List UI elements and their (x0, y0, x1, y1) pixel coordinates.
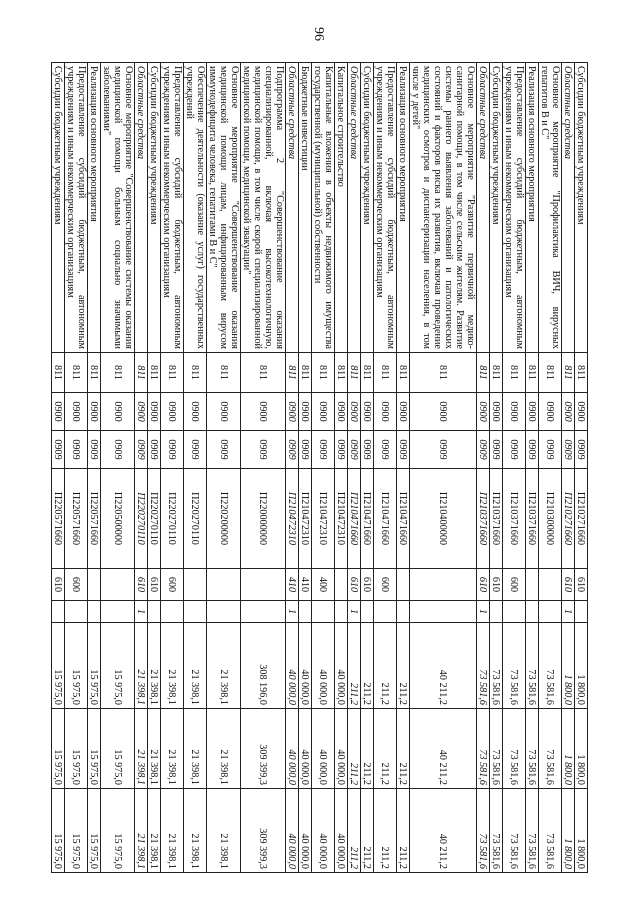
row-name-cell: Предоставление субсидий бюджетным, автономным учреждениям и иным некоммерческим организациям (374, 63, 397, 353)
row-name-cell: Капитальное строительство (335, 63, 348, 353)
row-section-cell: 0900 (374, 393, 397, 431)
row-amount-year3-cell: 21 398,1 (184, 789, 207, 873)
row-expense-type-cell: 600 (161, 569, 184, 601)
row-grbs-cell: 811 (562, 353, 575, 393)
row-amount-year2-cell: 21 398,1 (184, 709, 207, 789)
row-expense-type-cell: 610 (52, 569, 65, 601)
row-name-cell: Областные средства (562, 63, 575, 353)
row-source-code-cell (65, 601, 88, 623)
row-target-article-cell: П220500000 (101, 469, 135, 569)
row-source-code-cell (52, 601, 65, 623)
row-amount-year2-cell: 15 975,0 (52, 709, 65, 789)
row-target-article-cell: П210472310 (312, 469, 335, 569)
table-row (184, 63, 207, 873)
row-name-cell: Бюджетные инвестиции (299, 63, 312, 353)
row-amount-year1-cell: 211,2 (397, 623, 410, 709)
row-amount-year3-cell: 309 399,3 (241, 789, 286, 873)
row-target-article-cell: П220270110 (161, 469, 184, 569)
row-name-cell: Областные средства (477, 63, 490, 353)
row-amount-year1-cell: 211,2 (361, 623, 374, 709)
table-row (490, 63, 503, 873)
row-target-article-cell: П220571660 (88, 469, 101, 569)
row-expense-type-cell: 610 (562, 569, 575, 601)
row-source-code-cell (410, 601, 477, 623)
table-row (539, 63, 562, 873)
row-amount-year1-cell: 21 398,1 (148, 623, 161, 709)
row-amount-year3-cell: 73 581,6 (503, 789, 526, 873)
row-expense-type-cell: 610 (148, 569, 161, 601)
row-subsection-cell: 0909 (477, 431, 490, 469)
row-source-code-cell (207, 601, 241, 623)
row-section-cell: 0900 (503, 393, 526, 431)
table-row (374, 63, 397, 873)
row-expense-type-cell: 610 (575, 569, 588, 601)
row-amount-year3-cell: 40 000,0 (286, 789, 299, 873)
row-amount-year1-cell: 1 800,0 (562, 623, 575, 709)
row-target-article-cell: П210471660 (348, 469, 361, 569)
row-expense-type-cell: 410 (299, 569, 312, 601)
row-grbs-cell: 811 (503, 353, 526, 393)
budget-table-container (52, 62, 588, 872)
row-section-cell: 0900 (241, 393, 286, 431)
row-grbs-cell: 811 (184, 353, 207, 393)
row-section-cell: 0900 (207, 393, 241, 431)
table-row (88, 63, 101, 873)
row-source-code-cell (361, 601, 374, 623)
row-amount-year1-cell: 15 975,0 (52, 623, 65, 709)
row-amount-year1-cell: 73 581,6 (477, 623, 490, 709)
page-number: 96 (311, 27, 326, 41)
row-grbs-cell: 811 (374, 353, 397, 393)
row-target-article-cell: П210371660 (477, 469, 490, 569)
row-expense-type-cell (410, 569, 477, 601)
row-section-cell: 0900 (286, 393, 299, 431)
table-row (241, 63, 286, 873)
row-amount-year1-cell: 40 000,0 (299, 623, 312, 709)
row-name-cell: Субсидии бюджетным учреждениям (490, 63, 503, 353)
table-row (148, 63, 161, 873)
row-section-cell: 0900 (135, 393, 148, 431)
row-section-cell: 0900 (539, 393, 562, 431)
row-amount-year3-cell: 211,2 (348, 789, 361, 873)
row-amount-year1-cell: 15 975,0 (88, 623, 101, 709)
row-expense-type-cell (101, 569, 135, 601)
row-amount-year1-cell: 73 581,6 (526, 623, 539, 709)
row-section-cell: 0900 (335, 393, 348, 431)
row-amount-year2-cell: 21 398,1 (135, 709, 148, 789)
row-amount-year1-cell: 73 581,6 (490, 623, 503, 709)
row-expense-type-cell (88, 569, 101, 601)
table-row (361, 63, 374, 873)
row-target-article-cell: П210371660 (526, 469, 539, 569)
row-subsection-cell: 0909 (335, 431, 348, 469)
row-subsection-cell: 0909 (101, 431, 135, 469)
row-source-code-cell (299, 601, 312, 623)
row-amount-year2-cell: 15 975,0 (88, 709, 101, 789)
row-target-article-cell: П210471660 (361, 469, 374, 569)
row-name-cell: Капитальные вложения в объекты недвижимого имущества государственной (муниципальной) собственности (312, 63, 335, 353)
row-section-cell: 0900 (575, 393, 588, 431)
row-amount-year3-cell: 15 975,0 (52, 789, 65, 873)
row-expense-type-cell (526, 569, 539, 601)
row-target-article-cell: П220000000 (241, 469, 286, 569)
row-grbs-cell: 811 (410, 353, 477, 393)
row-target-article-cell: П210371660 (490, 469, 503, 569)
table-row (65, 63, 88, 873)
row-section-cell: 0900 (526, 393, 539, 431)
row-name-cell: Субсидии бюджетным учреждениям (575, 63, 588, 353)
row-amount-year2-cell: 40 000,0 (299, 709, 312, 789)
row-name-cell: Подпрограмма 2 "Совершенствование оказания специализированной, включая высокотехнологичную, медицинской помощи, в том числе скорой специализированной медицинской помощи, медицинской эвакуации" (241, 63, 286, 353)
row-amount-year1-cell: 40 000,0 (286, 623, 299, 709)
row-name-cell: Предоставление субсидий бюджетным, автономным учреждениям и иным некоммерческим организациям (503, 63, 526, 353)
row-grbs-cell: 811 (299, 353, 312, 393)
row-source-code-cell (161, 601, 184, 623)
row-grbs-cell: 811 (161, 353, 184, 393)
row-amount-year1-cell: 21 398,1 (207, 623, 241, 709)
table-row (52, 63, 65, 873)
row-section-cell: 0900 (397, 393, 410, 431)
row-expense-type-cell (241, 569, 286, 601)
row-source-code-cell: 1 (348, 601, 361, 623)
row-source-code-cell (335, 601, 348, 623)
table-row (135, 63, 148, 873)
row-expense-type-cell: 610 (135, 569, 148, 601)
row-expense-type-cell (335, 569, 348, 601)
row-section-cell: 0900 (348, 393, 361, 431)
table-row (503, 63, 526, 873)
row-amount-year2-cell: 211,2 (374, 709, 397, 789)
row-amount-year2-cell: 15 975,0 (101, 709, 135, 789)
row-subsection-cell: 0909 (52, 431, 65, 469)
row-grbs-cell: 811 (526, 353, 539, 393)
row-grbs-cell: 811 (348, 353, 361, 393)
row-expense-type-cell (207, 569, 241, 601)
row-target-article-cell: П220270110 (184, 469, 207, 569)
table-row (286, 63, 299, 873)
row-amount-year3-cell: 15 975,0 (65, 789, 88, 873)
row-name-cell: Обеспечение деятельности (оказание услуг) государственных учреждений (184, 63, 207, 353)
row-amount-year1-cell: 1 800,0 (575, 623, 588, 709)
row-amount-year2-cell: 40 000,0 (335, 709, 348, 789)
row-target-article-cell: П220270110 (135, 469, 148, 569)
row-name-cell: Реализация основного мероприятия (526, 63, 539, 353)
row-subsection-cell: 0909 (161, 431, 184, 469)
row-amount-year1-cell: 40 211,2 (410, 623, 477, 709)
row-subsection-cell: 0909 (148, 431, 161, 469)
table-row (526, 63, 539, 873)
row-amount-year1-cell: 15 975,0 (101, 623, 135, 709)
row-source-code-cell (575, 601, 588, 623)
row-grbs-cell: 811 (539, 353, 562, 393)
row-grbs-cell: 811 (241, 353, 286, 393)
row-amount-year2-cell: 1 800,0 (562, 709, 575, 789)
table-row (348, 63, 361, 873)
row-section-cell: 0900 (299, 393, 312, 431)
row-amount-year1-cell: 21 398,1 (184, 623, 207, 709)
row-target-article-cell: П210400000 (410, 469, 477, 569)
row-target-article-cell: П220571660 (52, 469, 65, 569)
row-subsection-cell: 0909 (299, 431, 312, 469)
row-name-cell: Предоставление субсидий бюджетным, автономным учреждениям и иным некоммерческим организациям (161, 63, 184, 353)
row-amount-year2-cell: 73 581,6 (477, 709, 490, 789)
row-amount-year3-cell: 40 000,0 (335, 789, 348, 873)
row-amount-year3-cell: 73 581,6 (539, 789, 562, 873)
row-target-article-cell: П210271660 (575, 469, 588, 569)
row-name-cell: Основное мероприятие "Профилактика ВИЧ, вирусных гепатитов В и С" (539, 63, 562, 353)
row-expense-type-cell: 600 (374, 569, 397, 601)
row-amount-year2-cell: 40 211,2 (410, 709, 477, 789)
row-section-cell: 0900 (161, 393, 184, 431)
row-amount-year3-cell: 15 975,0 (101, 789, 135, 873)
row-subsection-cell: 0909 (361, 431, 374, 469)
row-expense-type-cell: 600 (65, 569, 88, 601)
row-name-cell: Основное мероприятие "Развитие первичной медико-санитарной помощи, в том числе сельским жителям. Развитие системы раннего выявления заболеваний и патологических состояний и факторов риска их развития, включая проведение медицинских осмотров и диспансеризации населения, в том числе у детей" (410, 63, 477, 353)
row-expense-type-cell: 610 (361, 569, 374, 601)
row-section-cell: 0900 (148, 393, 161, 431)
table-row (335, 63, 348, 873)
row-name-cell: Областные средства (348, 63, 361, 353)
table-row (312, 63, 335, 873)
row-subsection-cell: 0909 (88, 431, 101, 469)
row-amount-year1-cell: 73 581,6 (539, 623, 562, 709)
row-amount-year2-cell: 15 975,0 (65, 709, 88, 789)
row-amount-year3-cell: 21 398,1 (161, 789, 184, 873)
row-amount-year2-cell: 1 800,0 (575, 709, 588, 789)
row-subsection-cell: 0909 (241, 431, 286, 469)
row-grbs-cell: 811 (65, 353, 88, 393)
row-source-code-cell (539, 601, 562, 623)
row-name-cell: Реализация основного мероприятия (397, 63, 410, 353)
row-amount-year3-cell: 73 581,6 (490, 789, 503, 873)
table-row (410, 63, 477, 873)
row-target-article-cell: П220571660 (65, 469, 88, 569)
row-grbs-cell: 811 (88, 353, 101, 393)
row-subsection-cell: 0909 (490, 431, 503, 469)
table-row (477, 63, 490, 873)
row-section-cell: 0900 (477, 393, 490, 431)
row-name-cell: Основное мероприятие "Совершенствование системы оказания медицинской помощи больным социально значимыми заболеваниями" (101, 63, 135, 353)
row-subsection-cell: 0909 (575, 431, 588, 469)
row-amount-year1-cell: 21 398,1 (135, 623, 148, 709)
row-subsection-cell: 0909 (526, 431, 539, 469)
row-amount-year2-cell: 211,2 (348, 709, 361, 789)
row-subsection-cell: 0909 (184, 431, 207, 469)
row-subsection-cell: 0909 (65, 431, 88, 469)
row-subsection-cell: 0909 (286, 431, 299, 469)
row-section-cell: 0900 (88, 393, 101, 431)
row-amount-year3-cell: 40 211,2 (410, 789, 477, 873)
row-source-code-cell: 1 (135, 601, 148, 623)
table-row (101, 63, 135, 873)
row-target-article-cell: П210472310 (335, 469, 348, 569)
row-grbs-cell: 811 (397, 353, 410, 393)
row-amount-year2-cell: 21 398,1 (161, 709, 184, 789)
row-target-article-cell: П210300000 (539, 469, 562, 569)
row-amount-year2-cell: 211,2 (397, 709, 410, 789)
row-expense-type-cell: 400 (312, 569, 335, 601)
row-grbs-cell: 811 (148, 353, 161, 393)
row-target-article-cell: П210271660 (562, 469, 575, 569)
row-amount-year3-cell: 21 398,1 (207, 789, 241, 873)
row-section-cell: 0900 (184, 393, 207, 431)
table-row (207, 63, 241, 873)
row-name-cell: Областные средства (286, 63, 299, 353)
budget-table (51, 62, 588, 873)
row-amount-year2-cell: 40 000,0 (312, 709, 335, 789)
row-amount-year2-cell: 40 000,0 (286, 709, 299, 789)
table-row (299, 63, 312, 873)
row-amount-year3-cell: 1 800,0 (575, 789, 588, 873)
row-amount-year2-cell: 73 581,6 (490, 709, 503, 789)
row-amount-year3-cell: 21 398,1 (135, 789, 148, 873)
row-name-cell: Субсидии бюджетным учреждениям (148, 63, 161, 353)
row-grbs-cell: 811 (575, 353, 588, 393)
row-amount-year1-cell: 211,2 (374, 623, 397, 709)
row-name-cell: Субсидии бюджетным учреждениям (52, 63, 65, 353)
row-subsection-cell: 0909 (503, 431, 526, 469)
row-amount-year3-cell: 40 000,0 (312, 789, 335, 873)
row-grbs-cell: 811 (101, 353, 135, 393)
row-amount-year3-cell: 211,2 (374, 789, 397, 873)
row-amount-year3-cell: 1 800,0 (562, 789, 575, 873)
row-expense-type-cell (397, 569, 410, 601)
row-section-cell: 0900 (312, 393, 335, 431)
row-source-code-cell: 1 (477, 601, 490, 623)
row-expense-type-cell: 410 (286, 569, 299, 601)
row-source-code-cell (503, 601, 526, 623)
row-source-code-cell (312, 601, 335, 623)
row-amount-year3-cell: 211,2 (397, 789, 410, 873)
row-section-cell: 0900 (361, 393, 374, 431)
row-name-cell: Предоставление субсидий бюджетным, автономным учреждениям и иным некоммерческим организациям (65, 63, 88, 353)
row-source-code-cell (490, 601, 503, 623)
row-name-cell: Основное мероприятие "Совершенствование оказания медицинской помощи лицам, инфицированным вирусом иммунодефицита человека, гепатитами В и С" (207, 63, 241, 353)
row-grbs-cell: 811 (477, 353, 490, 393)
row-target-article-cell: П210471660 (374, 469, 397, 569)
row-target-article-cell: П220200000 (207, 469, 241, 569)
row-amount-year2-cell: 21 398,1 (148, 709, 161, 789)
row-grbs-cell: 811 (135, 353, 148, 393)
row-grbs-cell: 811 (52, 353, 65, 393)
row-amount-year3-cell: 21 398,1 (148, 789, 161, 873)
row-section-cell: 0900 (52, 393, 65, 431)
row-target-article-cell: П210472310 (299, 469, 312, 569)
row-grbs-cell: 811 (335, 353, 348, 393)
row-section-cell: 0900 (410, 393, 477, 431)
row-name-cell: Реализация основного мероприятия (88, 63, 101, 353)
row-amount-year3-cell: 40 000,0 (299, 789, 312, 873)
row-source-code-cell (101, 601, 135, 623)
rotated-page-content (52, 62, 588, 872)
row-subsection-cell: 0909 (374, 431, 397, 469)
row-subsection-cell: 0909 (562, 431, 575, 469)
row-subsection-cell: 0909 (348, 431, 361, 469)
table-row (161, 63, 184, 873)
row-target-article-cell: П210471660 (397, 469, 410, 569)
row-target-article-cell: П220270110 (148, 469, 161, 569)
row-target-article-cell: П210371660 (503, 469, 526, 569)
row-grbs-cell: 811 (361, 353, 374, 393)
row-section-cell: 0900 (65, 393, 88, 431)
row-source-code-cell (184, 601, 207, 623)
row-section-cell: 0900 (490, 393, 503, 431)
row-amount-year3-cell: 15 975,0 (88, 789, 101, 873)
row-grbs-cell: 811 (312, 353, 335, 393)
table-row (397, 63, 410, 873)
row-name-cell: Субсидии бюджетным учреждениям (361, 63, 374, 353)
row-amount-year1-cell: 73 581,6 (503, 623, 526, 709)
row-source-code-cell: 1 (286, 601, 299, 623)
table-row (575, 63, 588, 873)
row-subsection-cell: 0909 (207, 431, 241, 469)
row-expense-type-cell: 600 (503, 569, 526, 601)
row-name-cell: Областные средства (135, 63, 148, 353)
row-source-code-cell (148, 601, 161, 623)
row-amount-year1-cell: 21 398,1 (161, 623, 184, 709)
row-amount-year3-cell: 211,2 (361, 789, 374, 873)
row-expense-type-cell (184, 569, 207, 601)
row-amount-year1-cell: 40 000,0 (335, 623, 348, 709)
row-amount-year2-cell: 73 581,6 (526, 709, 539, 789)
row-amount-year2-cell: 21 398,1 (207, 709, 241, 789)
row-subsection-cell: 0909 (410, 431, 477, 469)
row-subsection-cell: 0909 (135, 431, 148, 469)
row-amount-year3-cell: 73 581,6 (526, 789, 539, 873)
row-amount-year1-cell: 308 196,0 (241, 623, 286, 709)
row-expense-type-cell: 610 (348, 569, 361, 601)
row-amount-year2-cell: 73 581,6 (539, 709, 562, 789)
row-subsection-cell: 0909 (397, 431, 410, 469)
row-source-code-cell: 1 (562, 601, 575, 623)
row-subsection-cell: 0909 (539, 431, 562, 469)
row-expense-type-cell: 610 (477, 569, 490, 601)
row-grbs-cell: 811 (286, 353, 299, 393)
row-target-article-cell: П210472310 (286, 469, 299, 569)
row-amount-year1-cell: 40 000,0 (312, 623, 335, 709)
row-source-code-cell (88, 601, 101, 623)
row-amount-year1-cell: 211,2 (348, 623, 361, 709)
row-expense-type-cell (539, 569, 562, 601)
row-source-code-cell (397, 601, 410, 623)
row-source-code-cell (374, 601, 397, 623)
row-amount-year2-cell: 73 581,6 (503, 709, 526, 789)
table-row (562, 63, 575, 873)
row-expense-type-cell: 610 (490, 569, 503, 601)
row-amount-year1-cell: 15 975,0 (65, 623, 88, 709)
row-grbs-cell: 811 (490, 353, 503, 393)
budget-table-body (52, 63, 588, 873)
row-section-cell: 0900 (562, 393, 575, 431)
row-amount-year2-cell: 309 399,3 (241, 709, 286, 789)
row-grbs-cell: 811 (207, 353, 241, 393)
row-subsection-cell: 0909 (312, 431, 335, 469)
row-source-code-cell (241, 601, 286, 623)
row-amount-year3-cell: 73 581,6 (477, 789, 490, 873)
row-amount-year2-cell: 211,2 (361, 709, 374, 789)
row-section-cell: 0900 (101, 393, 135, 431)
row-source-code-cell (526, 601, 539, 623)
